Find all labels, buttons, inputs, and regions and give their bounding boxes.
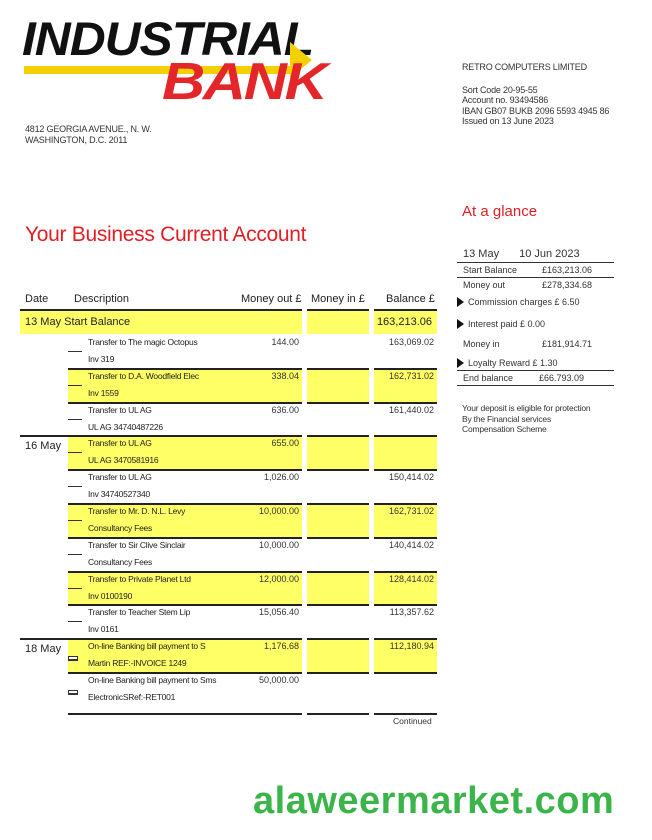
dash-icon xyxy=(68,419,82,420)
transaction-description xyxy=(88,469,238,503)
start-balance-value: 163,213.06 xyxy=(376,316,432,328)
issued-date: Issued on 13 June 2023 xyxy=(462,116,554,126)
bullet-triangle-icon xyxy=(457,319,464,329)
protection-line: Compensation Scheme xyxy=(462,424,547,434)
transaction-description xyxy=(88,672,238,706)
header-description: Description xyxy=(74,293,130,305)
bank-logo xyxy=(22,12,326,111)
money-in-cell xyxy=(307,604,369,639)
transaction-date: 16 May xyxy=(25,440,62,452)
dash-icon xyxy=(68,621,82,622)
description-line-1: On-line Banking bill payment to Sms xyxy=(88,675,217,685)
description-line-1: Transfer to Sir Clive Sinclair xyxy=(88,540,186,550)
transaction-description xyxy=(88,334,238,368)
money-in-cell xyxy=(307,402,369,437)
date-divider xyxy=(20,638,68,640)
balance-value: 112,180.94 xyxy=(389,641,434,651)
value: £66.793.09 xyxy=(538,373,584,383)
start-balance-row xyxy=(20,309,302,334)
balance-value: 113,357.62 xyxy=(389,607,434,617)
balance-value: 140,414.02 xyxy=(388,540,434,550)
transaction-description xyxy=(88,503,238,537)
balance-value: 150,414.02 xyxy=(388,472,434,482)
balance-cell xyxy=(374,435,437,470)
label: Money out xyxy=(463,280,506,290)
transaction-description xyxy=(88,638,238,672)
computer-icon xyxy=(68,690,78,697)
account-number: Account no. 93494586 xyxy=(462,95,549,105)
glance-money-out xyxy=(457,278,614,292)
description-line-2: UL AG 34740487226 xyxy=(88,422,163,432)
page-title: Your Business Current Account xyxy=(25,223,307,246)
text: Commission charges £ 6.50 xyxy=(468,297,580,307)
date-divider xyxy=(20,435,68,437)
description-line-2: Inv 1559 xyxy=(88,388,119,398)
money-out-value: 338.04 xyxy=(271,371,299,381)
description-line-2: Inv 319 xyxy=(88,354,115,364)
dash-icon xyxy=(68,486,82,487)
dash-icon xyxy=(68,588,82,589)
transaction-description xyxy=(88,604,238,638)
description-line-2: Inv 0100190 xyxy=(88,591,133,601)
label: Start Balance xyxy=(463,265,518,275)
header-date: Date xyxy=(25,293,49,305)
glance-interest xyxy=(457,311,614,333)
dash-icon xyxy=(68,452,82,453)
transaction-date: 18 May xyxy=(25,643,62,655)
description-line-1: Transfer to UL AG xyxy=(88,472,152,482)
money-out-value: 10,000.00 xyxy=(258,506,299,516)
start-balance-value-cell xyxy=(374,309,437,334)
balance-value: 161,440.02 xyxy=(388,405,434,415)
description-line-2: Inv 0161 xyxy=(88,624,119,634)
description-line-2: Inv 34740527340 xyxy=(88,489,150,499)
iban: IBAN GB07 BUKB 2096 5593 4945 86 xyxy=(462,105,610,116)
sort-code: Sort Code 20-95-55 xyxy=(462,84,538,95)
watermark: alaweermarket.com xyxy=(253,780,615,822)
money-in-cell xyxy=(307,469,369,504)
glance-money-in xyxy=(457,333,614,353)
transaction-description xyxy=(88,368,238,402)
start-balance-label: 13 May Start Balance xyxy=(25,316,131,328)
continued-label: Continued xyxy=(393,716,432,726)
glance-end-balance xyxy=(457,370,614,386)
money-out-value: 1,026.00 xyxy=(263,472,299,482)
description-line-2: Martin REF:-INVOICE 1249 xyxy=(88,658,187,668)
row-divider xyxy=(307,713,369,715)
computer-screen xyxy=(68,690,78,695)
bank-address xyxy=(25,124,151,146)
description-line-1: Transfer to Teacher Stem Lip xyxy=(88,607,191,617)
transaction-description xyxy=(88,435,238,469)
money-out-value: 15,056.40 xyxy=(258,607,299,617)
address-line-1: 4812 GEORGIA AVENUE., N. W. xyxy=(25,124,152,134)
description-line-1: Transfer to Private Planet Ltd xyxy=(88,574,191,584)
money-in-cell xyxy=(307,672,369,707)
address-line-2: WASHINGTON, D.C. 2011 xyxy=(25,135,128,145)
money-out-value: 144.00 xyxy=(271,337,299,347)
transaction-description xyxy=(88,402,238,436)
value: £163,213.06 xyxy=(541,265,592,275)
header-money-in: Money in £ xyxy=(311,293,365,305)
glance-start-balance xyxy=(457,263,614,278)
dash-icon xyxy=(68,351,82,352)
computer-screen xyxy=(68,656,78,661)
protection-line: Your deposit is eligible for protection xyxy=(462,403,591,413)
description-line-2: UL AG 3470581916 xyxy=(88,455,159,465)
value: £278,334.68 xyxy=(541,280,592,290)
money-in-cell xyxy=(307,334,369,367)
balance-value: 163,069.02 xyxy=(388,337,434,347)
money-out-value: 12,000.00 xyxy=(258,574,299,584)
dash-icon xyxy=(68,520,82,521)
start-balance-in-cell xyxy=(307,309,369,334)
description-line-2: Consultancy Fees xyxy=(88,557,153,567)
transaction-description xyxy=(88,571,238,605)
description-line-1: On-line Banking bill payment to S xyxy=(88,641,206,651)
money-in-cell xyxy=(307,638,369,673)
description-line-1: Transfer to The magic Octopus xyxy=(88,337,198,347)
money-out-value: 636.00 xyxy=(271,405,299,415)
money-in-cell xyxy=(307,503,369,538)
label: Money in xyxy=(463,339,500,349)
label: End balance xyxy=(463,373,514,383)
period-end: 10 Jun 2023 xyxy=(519,248,580,260)
company-name: RETRO COMPUTERS LIMITED xyxy=(462,62,587,72)
row-divider xyxy=(374,713,437,715)
account-details xyxy=(462,62,609,127)
balance-value: 128,414.02 xyxy=(388,574,434,584)
glance-period xyxy=(457,248,614,263)
balance-value: 162,731.02 xyxy=(388,371,434,381)
money-out-value: 10,000.00 xyxy=(258,540,299,550)
logo-text-bank: BANK xyxy=(162,53,326,111)
dash-icon xyxy=(68,385,82,386)
text: Loyalty Reward £ 1.30 xyxy=(468,358,558,368)
money-in-cell xyxy=(307,571,369,606)
money-in-cell xyxy=(307,368,369,403)
description-line-1: Transfer to Mr. D. N.L. Levy xyxy=(88,506,186,516)
description-line-2: ElectronicSRef:-RET001 xyxy=(88,692,176,702)
money-out-value: 655.00 xyxy=(271,438,299,448)
money-out-value: 50,000.00 xyxy=(258,675,299,685)
balance-value: 162,731.02 xyxy=(388,506,434,516)
computer-icon xyxy=(68,656,78,663)
logo-text-industrial: INDUSTRIAL xyxy=(22,12,314,65)
header-money-out: Money out £ xyxy=(241,293,302,305)
dash-icon xyxy=(68,554,82,555)
glance-loyalty xyxy=(457,353,614,370)
money-in-cell xyxy=(307,537,369,572)
balance-cell xyxy=(374,672,437,707)
protection-line: By the Financial services xyxy=(462,413,552,424)
bullet-triangle-icon xyxy=(457,297,464,307)
value: £181,914.71 xyxy=(541,339,592,349)
description-line-1: Transfer to UL AG xyxy=(88,438,152,448)
glance-panel xyxy=(457,248,614,386)
text: Interest paid £ 0.00 xyxy=(468,319,546,329)
glance-title: At a glance xyxy=(462,203,538,220)
deposit-protection-note xyxy=(462,403,590,435)
header-balance: Balance £ xyxy=(386,293,435,305)
money-in-cell xyxy=(307,435,369,470)
period-start: 13 May xyxy=(463,248,500,260)
row-divider xyxy=(68,713,302,715)
bullet-triangle-icon xyxy=(457,358,464,368)
description-line-2: Consultancy Fees xyxy=(88,523,153,533)
description-line-1: Transfer to UL AG xyxy=(88,405,152,415)
money-out-value: 1,176.68 xyxy=(263,641,299,651)
transaction-description xyxy=(88,537,238,571)
description-line-1: Transfer to D.A. Woodfield Elec xyxy=(88,371,199,381)
glance-commission xyxy=(457,292,614,311)
